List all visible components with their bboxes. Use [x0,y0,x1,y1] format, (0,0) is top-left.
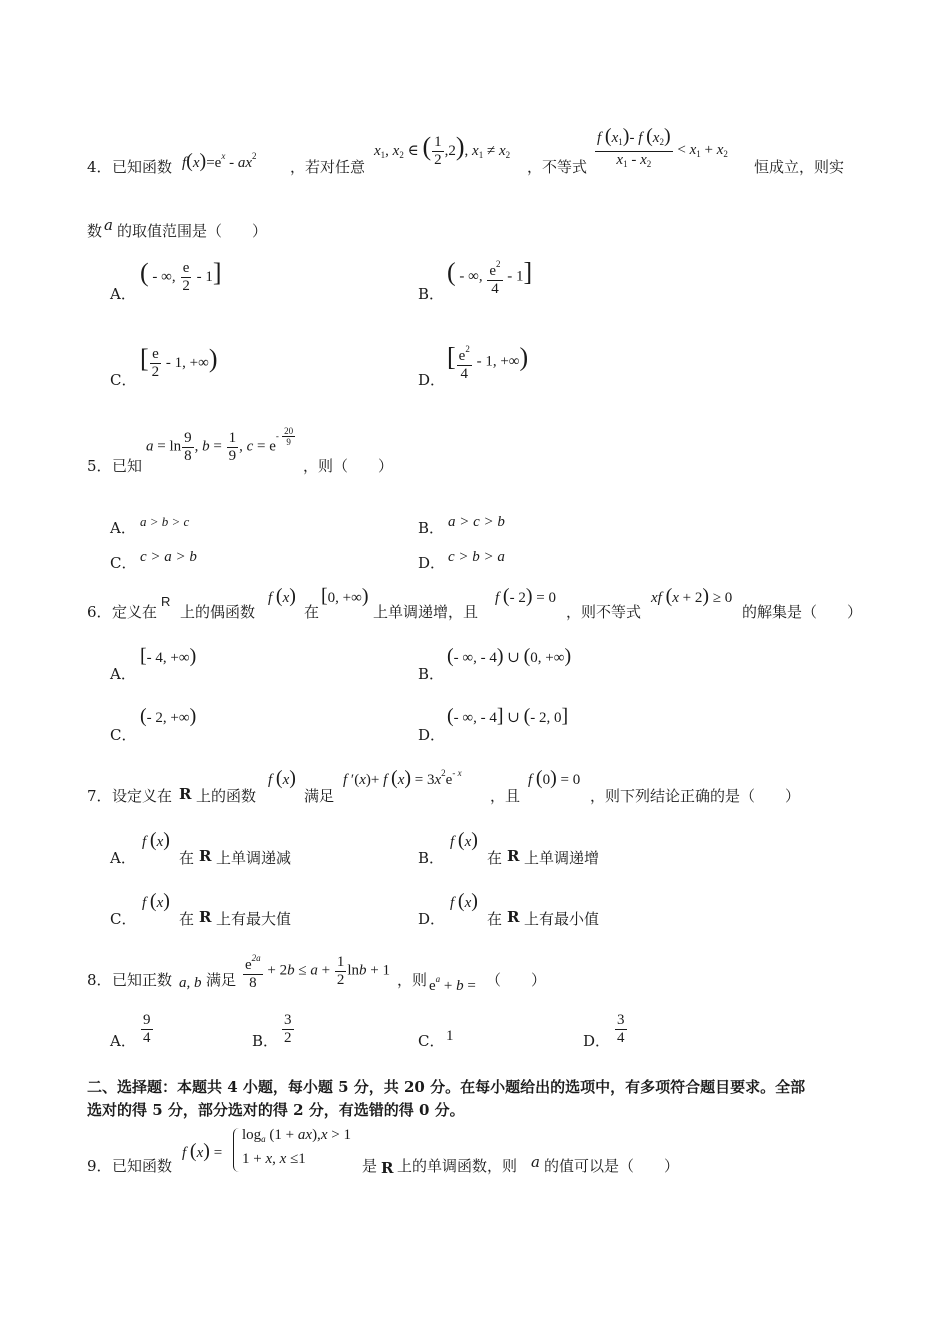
q5-option-c-expr: c > a > b [140,549,197,565]
q6-option-d-label: D． [418,726,446,744]
q9-var: a [531,1153,540,1171]
q6-option-a-label: A． [110,665,136,683]
q4-option-c-label: C． [110,371,137,389]
q9-text2: 是 [362,1157,378,1175]
q6-interval: [0, +∞) [321,585,369,607]
q9-text1: 已知函数 [112,1157,173,1175]
q5-option-a-label: A． [110,519,136,537]
q7-option-b-label: B． [418,849,445,867]
q5-option-b-expr: a > c > b [448,514,505,530]
q9-text4: 的值可以是（ ） [544,1157,680,1175]
q8-option-a-expr: $\frac{9}{4}$ [143,1012,151,1046]
q4-option-d-expr: [ $\frac{e^2}{4}$ - 1, +∞) [447,342,529,382]
q9-brace [233,1128,240,1172]
q7-option-a-pre: 在 [179,849,195,867]
q9-function: f (x) = [182,1140,223,1162]
q4-option-d-label: D． [418,371,446,389]
q6-text4: 上单调递增，且 [373,603,479,621]
q5-option-a-expr: a > b > c [140,514,190,529]
q5-option-b-label: B． [418,519,445,537]
q8-text1: 已知正数 [112,971,173,989]
q4-number: 4． [87,158,112,176]
q8-option-a-label: A． [110,1032,136,1050]
q6-fx: f (x) [268,585,296,607]
q7-R: R [179,785,192,803]
q6-text1: 定义在 [112,603,158,621]
q4-variables: $x_1$, $x_2$ ∈ ( $\frac{1}{2}$ ,2), $x_1 \ne x_2$ [374,132,511,169]
q7-option-c-fx: f (x) [142,890,170,912]
q7-option-c-R: R [199,908,212,926]
q7-option-b-R: R [507,847,520,865]
q5-expression: a = ln $\frac{9}{8}$ , b = $\frac{1}{9}$ , $c = e^{- \frac{20}{9}}$ [146,426,294,464]
q8-target: $e^a + b$ = [429,974,476,994]
q7-option-c-post: 上有最大值 [216,910,292,928]
q4-function: $f(x)=e^x - ax^2$ [182,150,257,172]
q4-line2-end: 的取值范围是（ ） [117,222,268,240]
q4-option-c-expr: [ $\frac{e}{2}$ - 1, +∞) [140,344,218,381]
q5-number: 5． [87,457,112,475]
q8-number: 8． [87,971,112,989]
q7-option-b-fx: f (x) [450,829,478,851]
q7-number: 7． [87,787,112,805]
q8-option-d-expr: $\frac{3}{4}$ [617,1012,625,1046]
q7-option-d-label: D． [418,910,446,928]
q4-option-a-expr: ( - ∞, $\frac{e}{2}$ - 1] [140,258,222,295]
q6-condition: f (- 2) = 0 [495,585,556,607]
q7-option-a-fx: f (x) [142,829,170,851]
q6-option-c-expr: (- 2, +∞) [140,705,197,727]
q8-condition: $\frac{e^{2a}}{8}$ + 2b ≤ a + $\frac{1}{2}$ lnb + 1 [242,950,390,992]
q8-option-b-label: B． [252,1032,279,1050]
q6-text2: 上的偶函数 [180,603,256,621]
q9-R: R [381,1159,394,1177]
q8-option-d-label: D． [583,1032,611,1050]
q8-vars: a, b [179,975,202,991]
q6-option-d-expr: (- ∞, - 4] ∪ (- 2, 0] [447,705,569,727]
q4-option-b-label: B． [418,285,445,303]
q7-option-b-post: 上单调递增 [524,849,600,867]
q5-tail: ，则（ ） [303,457,394,475]
section-2-line1: 二、选择题：本题共 4 小题，每小题 5 分，共 20 分。在每小题给出的选项中，有多项符合题目要求。全部 [87,1078,806,1096]
q7-option-a-R: R [199,847,212,865]
q4-text2: ，不等式 [527,158,588,176]
q7-fx: f (x) [268,767,296,789]
q8-text4: （ ） [486,971,547,989]
q4-text3: 恒成立，则实 [754,158,845,176]
section-2-header [87,1076,867,1122]
q4-intro: 已知函数 [112,158,173,176]
section-2-line2: 选对的得 5 分，部分选对的得 2 分，有选错的得 0 分。 [87,1101,465,1119]
q8-option-c-expr: 1 [446,1028,454,1044]
q7-option-a-post: 上单调递减 [216,849,292,867]
q9-text3: 上的单调函数，则 [397,1157,518,1175]
q6-option-c-label: C． [110,726,137,744]
q4-option-b-expr: ( - ∞, $\frac{e^2}{4}$ - 1] [447,257,533,297]
q7-option-d-post: 上有最小值 [524,910,600,928]
q5-intro: 已知 [112,457,143,475]
q7-text3: 满足 [304,787,335,805]
q6-text5: ，则不等式 [566,603,642,621]
q7-option-d-R: R [507,908,520,926]
q7-text5: ，则下列结论正确的是（ ） [590,787,801,805]
q7-condition: f (0) = 0 [528,767,581,789]
q7-option-b-pre: 在 [487,849,503,867]
q7-option-c-pre: 在 [179,910,195,928]
q6-text6: 的解集是（ ） [742,603,863,621]
q4-option-a-label: A． [110,285,136,303]
q8-text3: ，则 [397,971,428,989]
q7-text2: 上的函数 [196,787,257,805]
q8-option-b-expr: $\frac{3}{2}$ [284,1012,292,1046]
q9-number: 9． [87,1157,112,1175]
q4-inequality: $\frac{f (x_1)- f (x_2)}{x_1 - x_2}$ < $x_1 + x_2$ [597,125,728,169]
q9-case-2: 1 + x, x ≤1 [242,1151,306,1167]
q8-option-c-label: C． [418,1032,445,1050]
q7-equation: f ′(x)+ f $(x) = 3x^2e^{- x}$ [343,767,462,789]
q5-option-d-expr: c > b > a [448,549,505,565]
q7-option-a-label: A． [110,849,136,867]
q7-text1: 设定义在 [112,787,173,805]
q4-line2-start: 数 [87,222,103,240]
q9-case-1: $\log_a (1 + ax),x > 1$ [242,1127,351,1144]
q7-text4: ，且 [490,787,521,805]
q6-option-b-expr: (- ∞, - 4) ∪ (0, +∞) [447,645,572,667]
q5-option-c-label: C． [110,554,137,572]
q6-number: 6． [87,603,112,621]
q6-option-a-expr: [- 4, +∞) [140,645,197,667]
q8-text2: 满足 [206,971,237,989]
q5-option-d-label: D． [418,554,446,572]
q4-text1: ，若对任意 [290,158,366,176]
q7-option-d-pre: 在 [487,910,503,928]
q6-text3: 在 [304,603,320,621]
q7-option-d-fx: f (x) [450,890,478,912]
q6-inequality: xf (x + 2) ≥ 0 [651,585,733,607]
q6-option-b-label: B． [418,665,445,683]
q6-R: R [161,594,171,609]
q7-option-c-label: C． [110,910,137,928]
q4-line2-var: a [104,216,113,234]
